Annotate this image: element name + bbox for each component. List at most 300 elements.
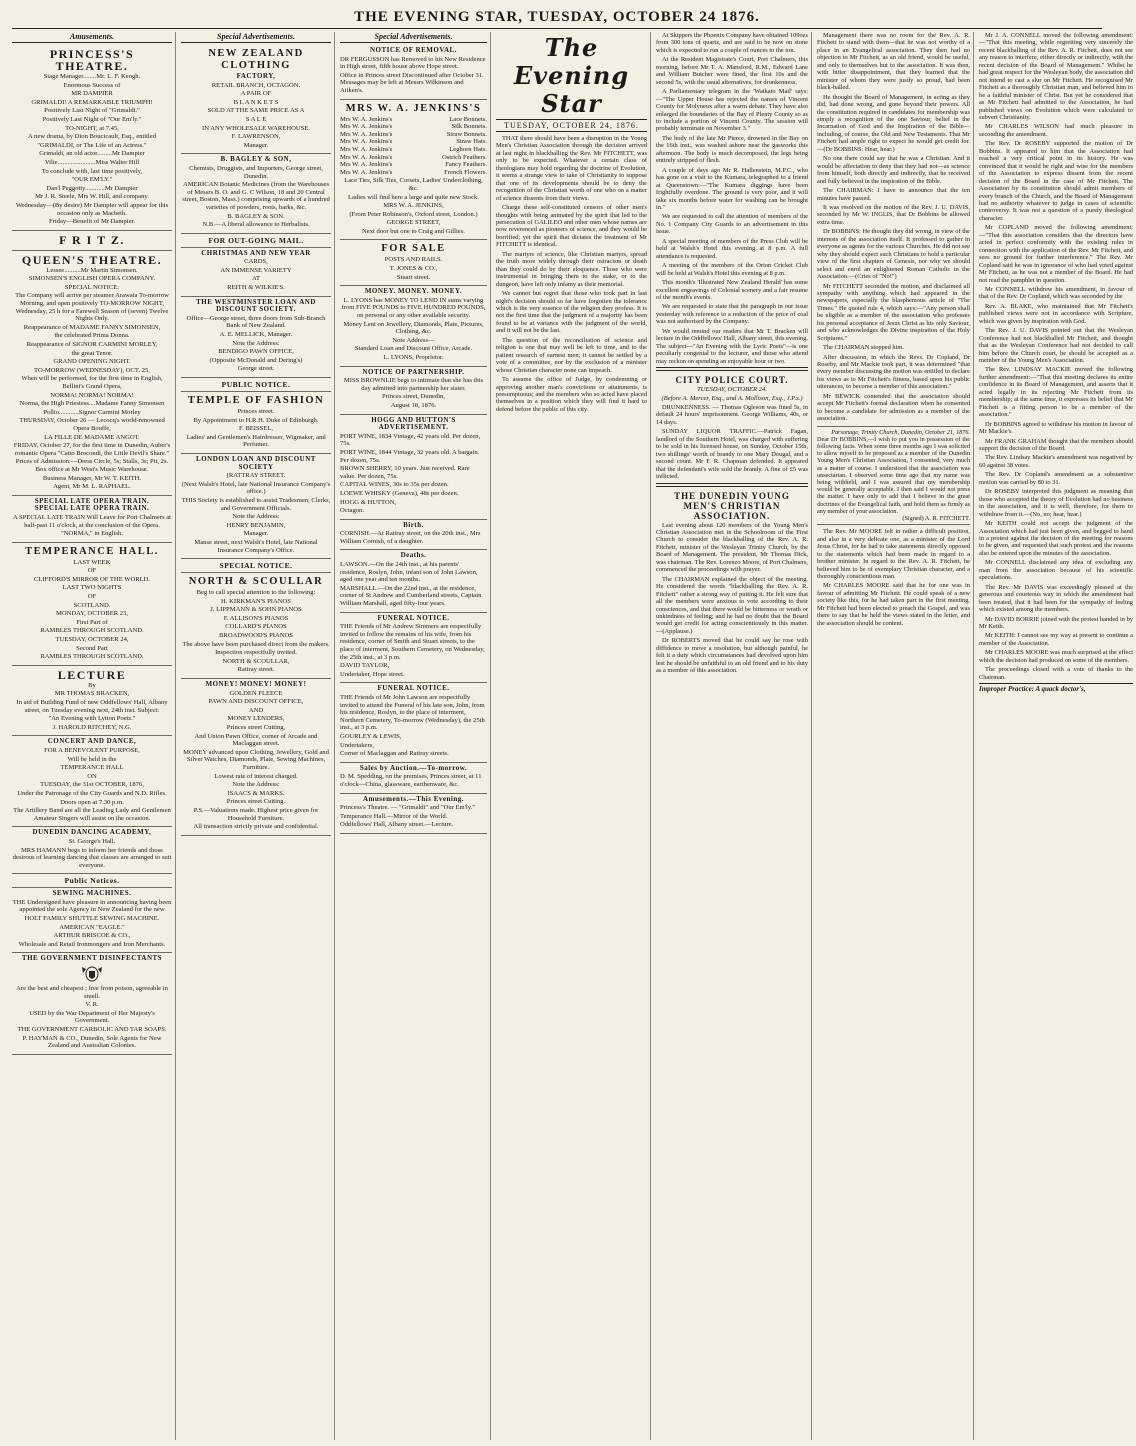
ymca-paragraphs: [656, 522, 808, 675]
ad-title: Deaths.: [400, 551, 427, 560]
ad-title: DUNEDIN DANCING ACADEMY,: [32, 828, 152, 837]
column-head: Special Advertisements.: [181, 32, 331, 43]
ad-line: Manse street, next Walsh's Hotel, late National Insurance Company's Office.: [194, 538, 318, 554]
ad-title: Sales by Auction.—To-morrow.: [359, 763, 468, 772]
ad-line: PORT WINE, 1844 Vintage, 32 years old. A bargain. Per dozen, 75s.: [340, 448, 480, 464]
ad-line: Reappearance of MADAME FANNY SIMONSEN,: [23, 323, 161, 331]
ad-line: BROWN SHERRY, 10 years. Just received. Rare value. Per dozen, 75s.: [340, 465, 470, 480]
letter-signature: (Signed) A. R. FITCHETT.: [902, 515, 970, 523]
ad-line: T. JONES & CO.,: [389, 265, 438, 273]
jenkins-shop-name: Mrs W. A. Jenkins's: [340, 161, 393, 169]
jenkins-shop-name: Mrs W. A. Jenkins's: [340, 115, 393, 123]
divider: [656, 367, 808, 371]
ad-line: Next door but one to Craig and Gillies.: [362, 227, 465, 235]
ad-lines: [12, 73, 172, 226]
article-paragraph: The Rev. Mr DAVIS was exceedingly pleased at the generous and courteous way in which the amendment had been treated, that it had been for the sympathy of feeling which existed among the members.: [979, 583, 1133, 614]
ad-lines: [340, 530, 487, 545]
article-paragraph: Dr ROSEBY interpreted this judgment as meaning that those who accepted the theory of Evolution had no business in the association, and it is well, therefore, for them to withdraw from it.—(No, no; hear, hear.): [979, 488, 1133, 518]
ad-line: "OUR EM'LY.": [71, 176, 113, 184]
ad-line: S A L E: [245, 115, 267, 123]
jenkins-shop-name: Mrs W. A. Jenkins's: [340, 145, 393, 153]
ad-line: Beg to call special attention to the following:: [196, 589, 316, 597]
jenkins-item: Lace Bonnets.: [449, 115, 487, 123]
ad-line: Temperance Hall.—Mirror of the World.: [340, 812, 448, 820]
ad-line: In aid of Building Fund of new Oddfellows' Hall, Albany street, on Tuesday evening next, 24th inst. Subject:: [16, 699, 168, 714]
ad-line: Inspection respectfully invited.: [215, 649, 297, 657]
ad-title: F R I T Z.: [59, 232, 125, 247]
jenkins-shop-name: Mrs W. A. Jenkins's: [340, 130, 393, 138]
ad-line: TEMPERANCE HALL: [60, 764, 124, 772]
article-paragraph: Mr CHARLES WILSON had much pleasure in seconding the amendment.: [979, 123, 1133, 138]
ad-line: Pollio............Signor Carmini Morley: [43, 408, 141, 416]
ad-line: The above have been purchased direct from the makers.: [182, 640, 330, 648]
article-paragraph: The Rev. Dr Copland's amendment as a substantive motion was carried by 80 to 31.: [979, 471, 1133, 486]
ad-line: MONEY advanced upon Clothing, Jewellery, Gold and Silver Watches, Diamonds, Plate, Sewing Machines, Furniture.: [183, 748, 329, 771]
ad-lines: [12, 899, 172, 949]
ad-line: Manager.: [243, 530, 269, 538]
golden-fleece-ad: [181, 679, 331, 836]
ad-line: N.B.—A liberal allowance to Herbalists.: [202, 221, 310, 229]
article-paragraph: To assume the office of Judge, by condemning or approving another man's convictions or attainments, is presumptuous; and the members who so acted have placed themselves in a position which they will find it hard to defend before the public of this city.: [496, 376, 647, 413]
article-paragraph: A Parliamentary telegram in the 'Waikato Mail' says:—"The Upper House has rejected the names of Vincent County for Molyneux after a warm debate. They have also enlarged the boundaries of the Bay of Plenty County so as to include a portion of Vincent County. The session will probably terminate on November 3.": [656, 88, 808, 133]
letter-body: Dear Dr BOBBINS,—I wish to put you in possession of the following facts. When some three months ago I was solicited to allow myself to be proposed as a member of the Dunedin Young Men's Christian Association, I consented, very much as a matter of course. I understood that the association was unsectarian. I observed some time ago that my name was being withheld, and I was assured that my membership would be generally acceptable. I then said I would not press the matter. I have only to add that I believe in the great doctrines of the Evangelical faith, and hold them as firmly as any member of your association.: [817, 435, 970, 515]
article-paragraph: Mr FITCHETT seconded the motion, and disclaimed all sympathy with anything which had appeared in the newspapers, especially the blasphemous article of "The Times." He quoted rule 4, which says:—"Any person shall be eligible as a member of the association who professes his personal acceptance of Jesus Christ as his only Saviour, and who acknowledges the Divine inspiration of the Holy Scriptures.": [817, 282, 970, 342]
article-paragraph: The body of the late Mr Pierce, drowned in the Bay on the 16th inst., was washed ashore near the gasworks this afternoon. The body is much decomposed, the legs being entirely stripped of flesh.: [656, 134, 808, 165]
ad-line: Doors open at 7.30 p.m.: [60, 798, 124, 806]
ad-line: TO-MORROW (WEDNESDAY), OCT. 25,: [34, 366, 150, 374]
ad-title: NORTH & SCOULLAR: [188, 576, 324, 588]
ad-line: A SPECIAL LATE TRAIN Will Leave for Port Chalmers at half-past 11 o'clock, at the conclusion of the Opera.: [12, 513, 172, 529]
article-paragraph: We are requested to state that the paragraph in our issue yesterday with reference to a reduction of the price of coal was not authorised by the Company.: [656, 303, 808, 326]
article-paragraph: The proceedings closed with a vote of thanks to the Chairman.: [979, 666, 1133, 681]
leader-article: [496, 135, 647, 413]
ad-line: DAVID TAYLOR,: [340, 662, 390, 670]
ad-line: LAST WEEK: [73, 558, 111, 566]
column-grid: [12, 32, 1133, 1440]
ad-lines: [181, 408, 331, 449]
ad-line: PAWN AND DISCOUNT OFFICE,: [208, 698, 304, 706]
temple-fashion-ad: [181, 392, 331, 454]
ad-title: CONCERT AND DANCE,: [47, 737, 137, 746]
ad-line: Office in Princes street Discontinued after October 31. Messages may be left at Messrs Wilkinson and Aitken's.: [340, 71, 484, 94]
article-paragraph: The question of the reconciliation of science and religion is one that may well be left to time, and to the patient research of earnest men; it cannot be settled by a vote of a committee, nor by the exclusion of a minister whose Christian character none can impeach.: [496, 336, 647, 374]
ad-line: GOURLEY & LEWIS,: [340, 732, 402, 740]
ad-line: Note the Address:: [232, 513, 280, 521]
column-1: [12, 32, 176, 1440]
ad-line: Princes street.: [237, 408, 275, 415]
ad-line: Mr J. R. Steele, Mrs W. Hill, and company.: [35, 193, 149, 201]
ad-line: RETAIL BRANCH, OCTAGON.: [211, 81, 301, 89]
funeral-notice-2: [340, 683, 487, 762]
auction-notice: [340, 763, 487, 794]
ad-line: AMERICAN "EAGLE.": [59, 923, 125, 931]
ad-line: TUESDAY, the 31st OCTOBER, 1876,: [40, 781, 144, 789]
ad-line: Note Address—: [392, 336, 435, 344]
ad-line: MR THOMAS BRACKEN,: [54, 690, 130, 698]
ad-line: COLLARD'S PIANOS: [225, 623, 287, 631]
ad-lines: [181, 690, 331, 831]
ad-line: Ladies will find here a large and quite new Stock.: [348, 193, 479, 201]
article-paragraph: Mr BEWICK contended that the association should accept Mr Fitchett's formal declaration when he consented to become a candidate for admission as a member of the association.: [817, 392, 970, 423]
ad-line: "NORMA," in English.: [61, 530, 123, 538]
ad-lines: [12, 747, 172, 822]
letter-heading: Parsonage, Trinity Church, Dunedin, October 21, 1876.: [831, 428, 970, 436]
ad-line: USED by the War Department of Her Majesty's Government.: [29, 1009, 155, 1025]
ad-lines: [340, 256, 487, 281]
ad-line: GEORGE STREET,: [386, 219, 441, 227]
ad-lines: [340, 177, 487, 235]
jenkins-shop-name: Mrs W. A. Jenkins's: [340, 138, 393, 146]
ad-line: LAWSON.—On the 24th inst., at his parents' residence, Roslyn, John, infant son of John Lawson, aged one year and ten months.: [340, 561, 478, 584]
newspaper-flag: The Evening Star: [513, 33, 630, 118]
article-paragraph: Management there was no room for the Rev. A. R. Fitchett to stand with them—that he was not worthy of a place in an Evangelical association. They then had no objection to Mr Fitchett, as an old friend, would be useful, and only to themselves but to the association. It was then, with bitter disappointment, that they learned that the minister of whom they were justly so proud, had been black-balled.: [817, 32, 970, 92]
column-6: [817, 32, 974, 1440]
ad-line: ISAACS & MARKS.: [227, 789, 285, 797]
ad-title: NOTICE OF REMOVAL.: [370, 46, 457, 54]
jenkins-item: Straw Hats.: [456, 138, 487, 146]
ad-title: FUNERAL NOTICE.: [377, 684, 450, 693]
ad-line: Second Part: [76, 644, 108, 652]
jenkins-item-row: [340, 169, 487, 177]
for-sale-ad: [340, 240, 487, 286]
ad-line: Wednesday—(By desire) Mr Dampier will appear for this occasion only as Macbeth.: [15, 201, 169, 217]
ad-line: MRS W. A. JENKINS,: [383, 202, 444, 210]
article-paragraph: THAT there should have been a disruption in the Young Men's Christian Association through the decision arrived at last night in blackballing the Rev. Mr FITCHETT, was only to be expected. Whatever a certain class of theologians may hold regarding the doctrine of Evolution, it seems a strange view to take of Christianity to suppose that one of its developments should be to deny the recognition of the Christian worth of one who on a matter of science dissents from their views.: [496, 135, 647, 202]
ad-line: FRIDAY, October 27, for the first time in Dunedin, Auber's romantic Opera "Catto Brocondi, the Little Devil's Share.": [13, 442, 171, 457]
ad-title: B. BAGLEY & SON,: [220, 155, 292, 164]
ad-line: AND: [248, 706, 264, 714]
ad-line: RAMBLES THROUGH SCOTLAND.: [40, 653, 144, 661]
ad-title: SPECIAL LATE OPERA TRAIN.: [34, 504, 150, 513]
ad-line: L. LYONS has MONEY TO LEND IN sums varying from FIVE POUNDS to FIVE HUNDRED POUNDS, on personal or any other available security.: [341, 296, 486, 320]
ad-line: B. BAGLEY & SON.: [227, 212, 285, 220]
ad-line: TO-NIGHT, at 7.45,: [65, 124, 119, 132]
amusements-this-evening: [340, 794, 487, 834]
article-paragraph: Mr KEITH: I cannot see my way at present to continue a member of the Association.: [979, 632, 1133, 647]
public-notice-head: PUBLIC NOTICE.: [181, 378, 331, 392]
ad-lines: [12, 267, 172, 491]
jenkins-item-row: [340, 116, 487, 124]
ad-line: OF: [87, 567, 97, 575]
jenkins-item: Silk Bonnets.: [451, 123, 487, 131]
ad-title: HOGG AND HUTTON'S ADVERTISEMENT.: [371, 415, 456, 432]
temperance-hall-ad: [12, 543, 172, 666]
article-paragraph: DRUNKENNESS. — Thomas Ogleson was fined 5s, in default 24 hours' imprisonment. George Williams, 40s, or 14 days.: [656, 404, 808, 426]
next-article-head: Improper Practice: A quack doctor's,: [979, 683, 1133, 693]
ad-line: the great Tenor.: [71, 349, 113, 357]
ad-title: QUEEN'S THEATRE.: [21, 252, 163, 267]
ad-line: Lowest rate of interest charged.: [214, 772, 298, 780]
christmas-cards-ad: [181, 248, 331, 297]
dancing-academy-ad: [12, 827, 172, 874]
lecture-ad: [12, 666, 172, 737]
ad-line: To conclude with, last time positively,: [41, 167, 143, 175]
jenkins-item-row: [340, 131, 487, 139]
ad-line: LA FILLE DE MADAME ANGOT.: [44, 433, 140, 441]
jenkins-shop-name: Mrs W. A. Jenkins's: [340, 168, 393, 176]
ad-title: LECTURE: [57, 667, 127, 682]
concert-ad: [12, 736, 172, 827]
ad-title: NOTICE OF PARTNERSHIP.: [362, 367, 465, 376]
ad-lines: [12, 682, 172, 732]
jenkins-item: Ostrich Feathers.: [441, 153, 487, 161]
ad-line: Lessee..........Mr Martin Simonsen.: [46, 266, 138, 274]
ad-line: A new drama, by Dion Boucicault, Esq., entitled: [27, 133, 156, 141]
nz-clothing-ad: [181, 45, 331, 154]
article-paragraph: The Rev. Mr MOORE felt in rather a difficult position, and also in a very delicate one, as a minister of the Lord Jesus Christ, for he had to take statements directly opposed to the statements which had been made in regard to a brother minister. In regard to the Rev. A. R. Fitchett, he believed him to be of exemplary Christian character, and a thoroughly conscientious man.: [817, 528, 970, 581]
disinfectants-ad: [12, 953, 172, 1054]
london-loan-ad: [181, 454, 331, 559]
ad-line: AMERICAN Botanic Medicines (from the Warehouses of Messrs B. O. and G. C Wilson, 18 and 20 Central street, Boston, Mass.) comprising upwards of a hundred varieties of powders, roots, barks, &c.: [182, 181, 330, 211]
ad-line: V. R.: [85, 1001, 99, 1009]
article-paragraph: A couple of days ago Mr R. Hallenstein, M.P.C., who has gone on a visit to the Kumara, telegraphed to a friend at Queenstown:—"The Kumara diggings have been frightfully overdone. The ground is very poor, and it will take six months before water for washing can be brought in.": [656, 166, 808, 211]
ad-line: Grimaldi, an old actor.........Mr Dampier: [39, 150, 145, 158]
ad-lines: [340, 377, 487, 409]
ad-line: Positively Last Night of "Our Em'ly.": [42, 115, 142, 123]
ad-line: Positively Last Night of "Grimaldi.": [44, 107, 140, 115]
ad-line: Princess's Theatre. — "Grimaldi" and "Our Em'ly.": [340, 804, 475, 812]
article-paragraph: Charge these self-constituted censors of other men's thoughts with being animated by the spirit that led to the persecution of GALILEO and other men whose names are now reverenced as pioneers of science, and they would be horrified; yet the spirit that dictates the treatment of Mr FITCHETT is identical.: [496, 204, 647, 249]
ad-line: PORT WINE, 1834 Vintage, 42 years old. Per dozen, 75s.: [340, 432, 481, 448]
ad-line: Business Manager, Mr W. T. KEITH.: [42, 474, 142, 482]
ad-line: Note the Address:: [232, 339, 280, 347]
article-paragraph: The CHAIRMAN: I have to announce that the ten minutes have passed.: [817, 187, 970, 202]
jenkins-item: Straw Bonnets.: [446, 130, 487, 138]
article-paragraph: This month's 'Illustrated New Zealand Herald' has some excellent engravings of Colonial scenery and a fair resume of the month's events.: [656, 279, 808, 301]
ad-line: Note the Address:: [232, 781, 280, 789]
ad-line: THE Undersigned have pleasure in announcing having been appointed the sole Agency in New Zealand for the new: [12, 898, 172, 914]
ad-title: MONEY. MONEY. MONEY.: [364, 287, 463, 296]
ad-line: SCOTLAND.: [73, 601, 111, 609]
ad-line: Stuart street.: [396, 273, 431, 281]
ad-line: Wholesale and Retail Ironmongers and Iron Merchants.: [18, 940, 166, 948]
article-paragraph: Dr ROBERTS moved that he could say he rose with diffidence to move a resolution, but although painful, he felt it a duty which circumstances had devolved upon him lest he should be unfaithful to an old friend and to his duty as a member of this association.: [656, 637, 808, 675]
ad-lines: [181, 82, 331, 150]
ad-line: Under the Patronage of the City Guards and N.D. Rifles.: [17, 789, 167, 797]
ad-line: NORTH & SCOULLAR,: [222, 657, 290, 665]
ad-line: LOEWE WHISKY (Geneva), 48s per dozen.: [340, 489, 459, 497]
ad-line: Prices of Admission:—Dress Circle, 5s; Stalls, 3s; Pit, 2s. Box office at Mr West's Music Warehouse.: [15, 458, 169, 473]
ad-line: George street.: [237, 365, 275, 373]
article-paragraph: Mr J. A. CONNELL moved the following amendment:—"That this meeting, while regretting very sincerely the recent blackballing of the Rev. A. R. Fitchett, does not see any reason to interfere, either directly or indirectly, with the recent decision of the Board of Management." Whilst he had great respect for the Wesleyan body, the association did not intend to cast a slur on Mr Fitchett. He recognised Mr Fitchett as a thoroughly Christian man, and believed him to be a faithful minister of Christ. But yet he considered that as Mr Fitchett had admitted to the Association, he had published views on Evolution which were calculated to subvert Christianity.: [979, 32, 1133, 121]
column-5: [656, 32, 812, 1440]
ad-title: TEMPLE OF FASHION: [187, 395, 325, 406]
ad-line: ON: [87, 772, 97, 780]
ad-line: IN ANY WHOLESALE WAREHOUSE.: [202, 124, 310, 132]
ad-title: THE GOVERNMENT DISINFECTANTS: [21, 954, 163, 963]
ad-line: CARDS,: [244, 258, 268, 266]
ad-line: SPECIAL NOTICE:: [64, 283, 120, 291]
ad-lines: [340, 694, 487, 758]
ad-line: SOLD AT THE SAME PRICE AS A: [207, 107, 305, 115]
fritz-ad: [12, 231, 172, 251]
opera-train-ad: [12, 496, 172, 543]
ad-line: LAST TWO NIGHTS: [62, 584, 122, 592]
ad-line: A PAIR OF: [240, 90, 272, 98]
queens-theatre-ad: [12, 251, 172, 496]
issue-date: TUESDAY, OCTOBER 24, 1876.: [496, 119, 647, 132]
ad-line: GOLDEN FLEECE: [229, 689, 283, 697]
ad-line: THIS Society is established to assist Tradesmen, Clerks, and Government Officials.: [181, 496, 331, 512]
ad-line: Princes street Cutting.: [226, 798, 286, 806]
article-paragraph: Mr DAVID BORRIE joined with the protest handed in by Mr Keith.: [979, 615, 1133, 630]
ad-line: J. LIPPMANN & SOHN PIANOS: [210, 606, 302, 614]
ad-line: J. HAROLD RITCHEY, N.G.: [52, 723, 132, 731]
ad-line: Standard Loan and Discount Office, Arcade.: [354, 345, 473, 353]
ad-title: MRS W. A. JENKINS'S: [345, 102, 482, 114]
royal-arms-icon: [79, 965, 105, 983]
ad-line: By: [88, 681, 96, 689]
ad-line: Norma, the High Priestess....Madame Fanny Simonsen: [19, 400, 165, 408]
ad-lines: [340, 433, 487, 515]
ad-title: PRINCESS'S THEATRE.: [49, 47, 135, 73]
sewing-machines-ad: [12, 888, 172, 953]
ad-line: All transaction strictly private and confidential.: [193, 823, 319, 831]
ad-line: THURSDAY, October 26 — Lecocq's world-renowned Opera Bouffe,: [19, 417, 165, 432]
public-notices-head: Public Notices.: [12, 874, 172, 888]
ad-line: Office—George street, three doors from Sub-Branch Bank of New Zealand.: [186, 314, 326, 330]
ad-title: FUNERAL NOTICE.: [377, 613, 450, 622]
masthead: [12, 6, 1102, 29]
ad-line: AT: [251, 275, 261, 283]
jenkins-item-row: [340, 154, 487, 162]
ad-line: Rattray street.: [237, 666, 275, 674]
article-paragraph: Mr CONNELL disclaimed any idea of excluding any man from the association because of his scientific speculations.: [979, 559, 1133, 582]
ad-line: Lace Ties, Silk Ties, Corsets, Ladies' Underclothing, &c.: [344, 177, 483, 192]
ad-lines: [12, 559, 172, 661]
ad-line: First Part of: [76, 618, 108, 626]
ad-line: BROADWOOD'S PIANOS: [219, 632, 293, 640]
masthead-text: THE EVENING STAR, TUESDAY, OCTOBER 24 1876.: [354, 9, 760, 25]
jenkins-item: French Flowers.: [444, 168, 487, 176]
ad-title: SEWING MACHINES.: [52, 889, 132, 898]
ad-lines: [181, 258, 331, 291]
ad-lines: [340, 773, 487, 788]
article-paragraph: A meeting of the members of the Orion Cricket Club will be held at Walsh's Hotel this evening at 8 p.m.: [656, 262, 808, 277]
ad-line: MONEY LENDERS,: [227, 715, 285, 723]
ad-line: Undertaker, Hope street.: [340, 670, 405, 678]
ad-title: FOR SALE: [381, 243, 446, 255]
princess-theatre-ad: [12, 45, 172, 231]
ad-lines: [12, 514, 172, 538]
ad-line: Ladies' and Gentlemen's Hairdresser, Wigmaker, and Perfumer.: [186, 433, 326, 449]
article-paragraph: The Rev. Lindsay Mackie's amendment was negatived by 60 against 38 votes.: [979, 454, 1133, 469]
ad-line: AN IMMENSE VARIETY: [220, 266, 292, 274]
ad-line: NORMA! NORMA! NORMA!: [50, 391, 134, 399]
westminster-loan-ad: [181, 297, 331, 378]
ymca-continued: [817, 32, 970, 423]
ad-line: GRAND OPENING NIGHT.: [53, 358, 131, 366]
ad-title: MONEY! MONEY! MONEY!: [205, 680, 307, 689]
ad-line: MR DAMPIER: [71, 90, 113, 98]
jenkins-shop-name: Mrs W. A. Jenkins's: [340, 123, 393, 131]
north-scoullar-ad: [181, 573, 331, 679]
jenkins-item: Leghorn Hats.: [449, 145, 487, 153]
article-paragraph: It was resolved on the motion of the Rev. J. U. DAVIS, seconded by Mr W. INGLIS, that Dr Bobbins be allowed extra time.: [817, 203, 970, 226]
ad-line: B L A N K E T S: [233, 98, 279, 106]
funeral-notice-1: [340, 613, 487, 684]
outgoing-mail-head: FOR OUT-GOING MAIL.: [181, 234, 331, 248]
ad-line: THE GOVERNMENT CARBOLIC AND TAR SOAPS.: [17, 1026, 167, 1033]
ad-lines: [340, 804, 487, 829]
ad-line: Princes street, Dunedin,: [382, 393, 445, 401]
ad-line: DR FERGUSSON has Removed to his New Residence in High street, fifth house above Hope street.: [340, 55, 486, 71]
article-paragraph: Mr CONNELL withdrew his amendment, in favour of that of the Rev. Dr Copland, which was seconded by the: [979, 285, 1133, 301]
ad-lines: [340, 561, 487, 608]
jenkins-item-row: [340, 161, 487, 169]
ad-line: (RATTRAY STREET.: [226, 472, 286, 480]
ad-line: THE Friends of Mr Andrew Simmers are respectfully invited to follow the remains of his wife, from his residence, corner of Smith and Stuart streets, to the place of interment, Southern Cemetery, on Wednesday, the 25th inst., at 3 p.m.: [340, 623, 485, 661]
ad-line: "GRIMALDI, or The Life of an Actress.": [37, 141, 147, 149]
article-paragraph: No one there could say that he was a Christian. And it would be affectation to deny that they had not—as science from himself, both directly and indirectly, that he received and fully believed in the inspiration of the Bible.: [817, 155, 970, 185]
jenkins-item: Fancy Feathers.: [445, 161, 487, 169]
ad-title: TEMPERANCE HALL.: [25, 545, 159, 557]
ad-line: Manager.: [243, 141, 269, 149]
fitchett-letter: [817, 426, 970, 526]
jenkins-shop-name: Mrs W. A. Jenkins's: [340, 153, 393, 161]
ad-line: MRS HAMANN begs to inform her friends and those desirous of learning dancing that classes are arranged to suit everyone.: [12, 846, 172, 869]
ad-line: CORNISH.—At Rattray street, on the 20th inst., Mrs William Cornish, of a daughter.: [340, 530, 481, 545]
jenkins-item-row: [340, 138, 487, 146]
removal-notice: [340, 45, 487, 100]
ad-line: F. ALLISON'S PIANOS: [223, 614, 289, 622]
jenkins-items: [340, 116, 487, 177]
ad-line: August 18, 1876.: [390, 401, 437, 409]
article-paragraph: Dr BOBBINS agreed to withdraw his motion in favour of Mr Mackie's.: [979, 420, 1133, 436]
ad-line: When will be performed, for the first time in English, Bellini's Grand Opera,: [21, 375, 163, 390]
ad-lines: [340, 56, 487, 95]
article-paragraph: After discussion, in which the Revs. Dr Copland, Dr Roseby, and Mr Mackie took part, it was determined "that every member discussing the motion was entitled to declare his views as to Mr Fitchett's fitness, based upon his public utterances, to become a member of this association.": [817, 353, 970, 391]
article-paragraph: The CHAIRMAN explained the object of the meeting. He considered the words "blackballing the Rev. A. R. Fitchett" rather a strong way of putting it. He felt sure that all the members were anxious to vote according to their consciences, and that there would be bitterness or wrath or unkindness of feeling; and he had no doubt that the Board would get credit for acting conscientiously in this matter.—(Applause.): [656, 575, 808, 635]
ad-line: The Company will arrive per steamer Arawata To-morrow Morning, and open positively TO-MORROW NIGHT, Wednesday, 25 h for a Farewell Season of (seven) Twelve Nights Only.: [15, 292, 169, 323]
ad-line: Money Lent on Jewellery, Diamonds, Plate, Pictures, Clothing, &c.: [343, 320, 484, 336]
ad-line: BENDIGO PAWN OFFICE,: [218, 348, 294, 356]
ad-title: LONDON LOAN AND DISCOUNT SOCIETY: [196, 454, 316, 471]
ad-line: Undertakers,: [340, 741, 374, 749]
column-3: [340, 32, 491, 1440]
article-paragraph: The Rev. J. U. DAVIS pointed out that the Wesleyan Conference had not blackballed Mr Fitchett, and thought that as the Wesleyan Conference had not decided to call him before the Church court, he should be accepted as a member of the Young Men's Association.: [979, 327, 1133, 365]
police-court-date: TUESDAY, OCTOBER 24.: [697, 386, 767, 394]
bagley-ad: [181, 154, 331, 233]
ad-lines: [12, 985, 172, 1050]
ad-line: TUESDAY, OCTOBER 24,: [55, 636, 129, 644]
ad-lines: [181, 472, 331, 554]
ad-line: F. LAWRENSON,: [231, 133, 281, 141]
ymca-head: THE DUNEDIN YOUNG MEN'S CHRISTIAN ASSOCIATION.: [674, 490, 790, 521]
ad-line: Friday—Benefit of Mr Dampier.: [48, 218, 136, 226]
article-paragraph: Mr FRANK GRAHAM thought that the members should support the decision of the Board.: [979, 437, 1133, 453]
article-paragraph: The CHAIRMAN stopped him.: [823, 344, 904, 352]
ad-line: Agent, Mr M. L. RAPHAEL.: [53, 483, 131, 491]
column-head: Special Advertisements.: [340, 32, 487, 43]
ad-line: St. George's Hall.: [68, 837, 116, 845]
ad-line: Vilie.......................Miss Walter Hill: [44, 158, 140, 166]
ad-line: (From Peter Robinson's, Oxford street, London.): [349, 210, 478, 218]
ad-line: Octagon.: [340, 507, 364, 515]
ad-line: Corner of Maclaggan and Rattray streets.: [340, 750, 449, 758]
ad-line: Chemists, Druggists, and Importers, George street, Dunedin.: [189, 164, 323, 180]
partnership-notice: [340, 367, 487, 415]
ad-line: By Appointment to H.R.H. Duke of Edinburgh.: [193, 416, 319, 424]
ad-line: F. BEISSEL,: [238, 425, 274, 433]
lyons-money-ad: [340, 286, 487, 366]
ad-line: the celebrated Prima Donna.: [54, 332, 130, 340]
police-court-head: CITY POLICE COURT.: [675, 375, 789, 386]
ad-line: Oddfellows' Hall, Albany street.—Lecture.: [340, 821, 454, 829]
ad-lines: [12, 838, 172, 869]
ad-lines: [181, 165, 331, 229]
ad-line: CAPITAL WINES, 30s to 35s per dozen.: [340, 481, 449, 489]
